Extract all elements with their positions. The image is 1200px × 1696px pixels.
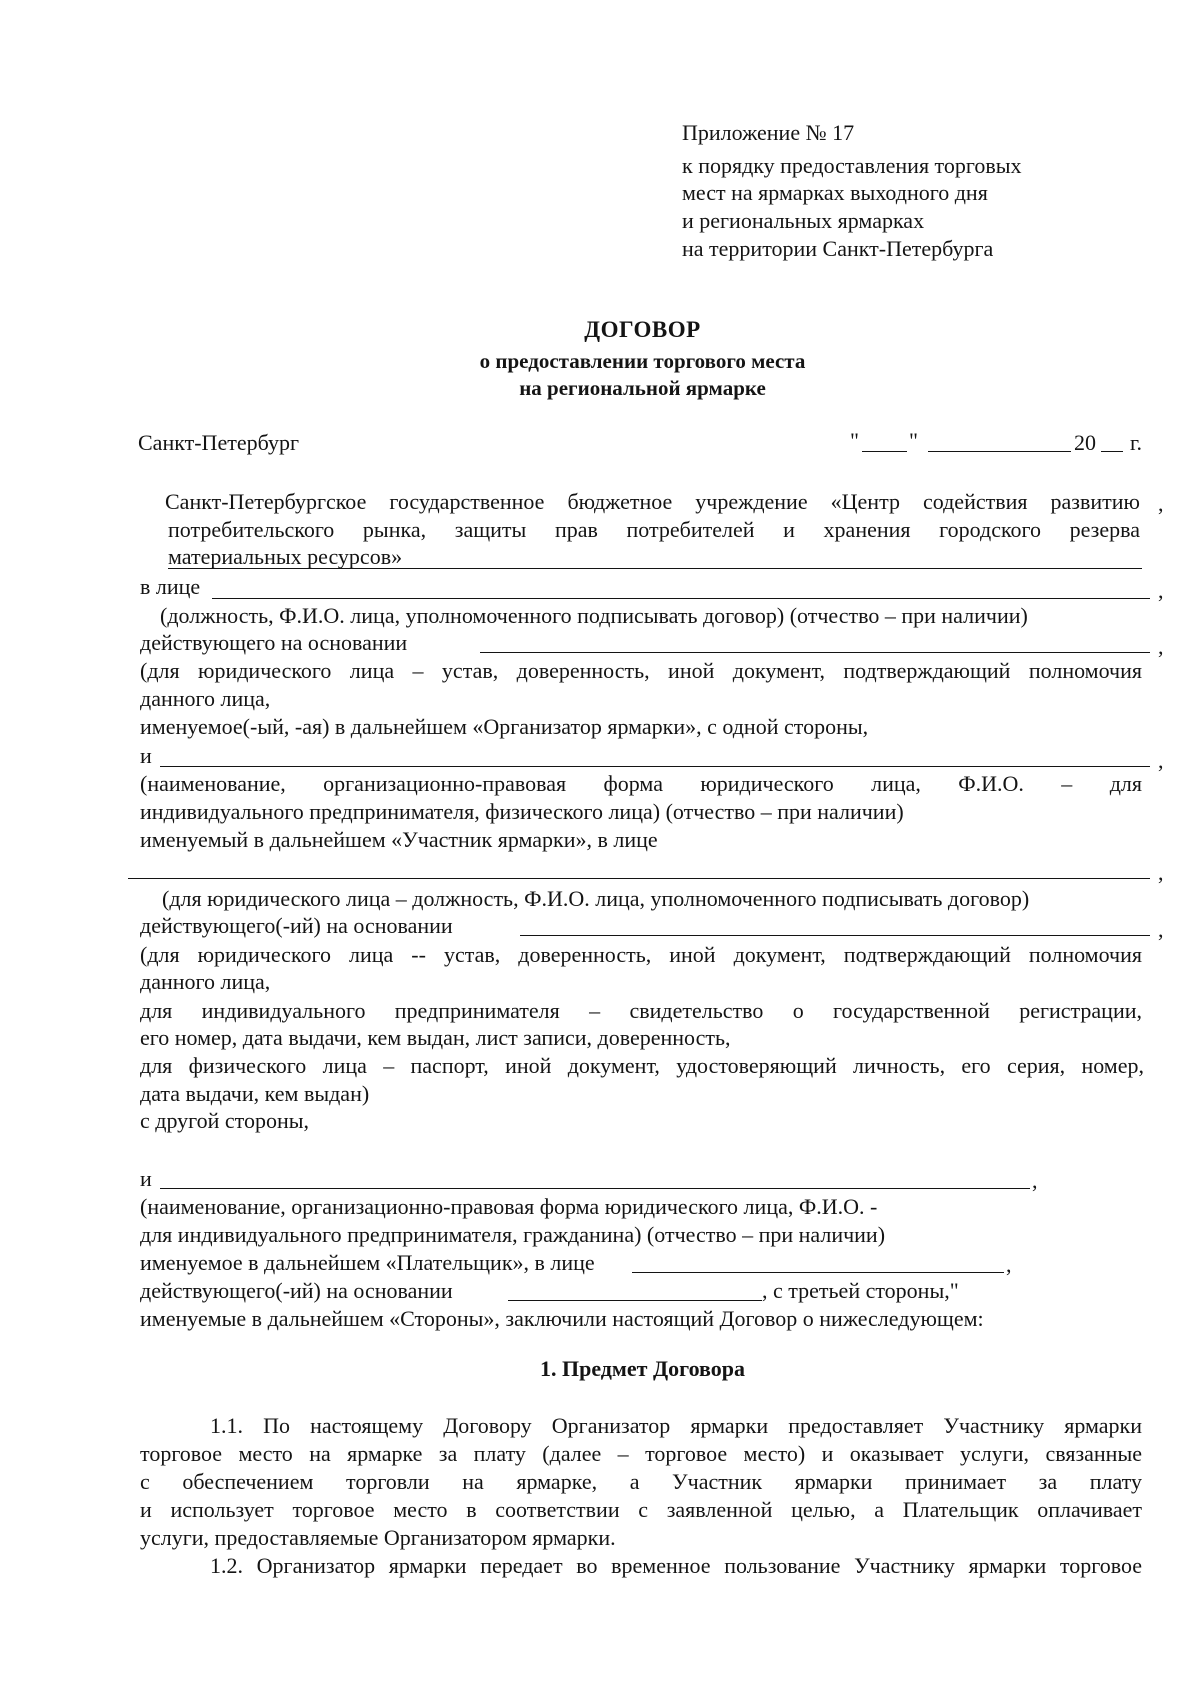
acting-basis-label: действующего(-ий) на основании bbox=[140, 1278, 453, 1303]
comma: , bbox=[1032, 1168, 1038, 1193]
date-year-blank bbox=[1101, 451, 1123, 452]
comma: , bbox=[1006, 1252, 1012, 1277]
hint-text: для индивидуального предпринимателя, гражданина) (отчество – при наличии) bbox=[140, 1222, 886, 1247]
participant-representative-blank bbox=[128, 878, 1150, 879]
hint-text: (для юридического лица – устав, доверенность, иной документ, подтверждающий полномочия bbox=[140, 658, 1142, 683]
paragraph-line: с обеспечением торговли на ярмарке, а Участник ярмарки принимает за плату bbox=[140, 1469, 1142, 1494]
appendix-line: на территории Санкт-Петербурга bbox=[682, 236, 994, 261]
hint-text: для физического лица – паспорт, иной документ, удостоверяющий личность, его серия, номер, bbox=[140, 1053, 1144, 1078]
in-person-label: в лице bbox=[140, 574, 201, 599]
paragraph-line: торговое место на ярмарке за плату (далее – торговое место) и оказывает услуги, связанные bbox=[140, 1441, 1142, 1466]
basis-blank bbox=[480, 652, 1150, 653]
other-side-label: с другой стороны, bbox=[140, 1108, 310, 1133]
payer-name-blank bbox=[160, 1188, 1030, 1189]
appendix-line: к порядку предоставления торговых bbox=[682, 153, 1022, 178]
appendix-line: мест на ярмарках выходного дня bbox=[682, 180, 988, 205]
paragraph-line: услуги, предоставляемые Организатором ярмарки. bbox=[140, 1525, 616, 1550]
hint-text: для индивидуального предпринимателя – свидетельство о государственной регистрации, bbox=[140, 998, 1142, 1023]
date-year-suffix: г. bbox=[1130, 430, 1143, 455]
comma: , bbox=[1158, 748, 1164, 773]
organizer-name-line: Санкт-Петербургское государственное бюджетное учреждение «Центр содействия развитию bbox=[165, 489, 1140, 514]
hint-text: дата выдачи, кем выдан) bbox=[140, 1081, 370, 1106]
date-month-blank bbox=[928, 451, 1071, 452]
organizer-role: именуемое(-ый, -ая) в дальнейшем «Организатор ярмарки», с одной стороны, bbox=[140, 714, 869, 739]
organizer-name-line: потребительского рынка, защиты прав потребителей и хранения городского резерва bbox=[168, 517, 1140, 542]
hint-text: (наименование, организационно-правовая форма юридического лица, Ф.И.О. – для bbox=[140, 771, 1142, 796]
acting-basis-label: действующего на основании bbox=[140, 630, 408, 655]
city: Санкт-Петербург bbox=[138, 430, 299, 455]
payer-basis-blank bbox=[508, 1300, 762, 1301]
representative-blank bbox=[212, 598, 1150, 599]
hint-text: (наименование, организационно-правовая форма юридического лица, Ф.И.О. - bbox=[140, 1194, 878, 1219]
comma: , bbox=[1158, 578, 1164, 603]
date-quote-close: " bbox=[909, 428, 918, 453]
document-subtitle: о предоставлении торгового места bbox=[479, 349, 806, 373]
appendix-line: Приложение № 17 bbox=[682, 120, 855, 145]
third-side-label: , с третьей стороны," bbox=[762, 1278, 959, 1303]
participant-basis-blank bbox=[520, 935, 1150, 936]
parties-clause: именуемые в дальнейшем «Стороны», заключили настоящий Договор о нижеследующем: bbox=[140, 1306, 984, 1331]
and-label: и bbox=[140, 1166, 152, 1191]
paragraph-line: 1.2. Организатор ярмарки передает во временное пользование Участнику ярмарки торговое bbox=[210, 1553, 1142, 1578]
comma: , bbox=[1158, 860, 1164, 885]
participant-name-blank bbox=[160, 766, 1150, 767]
document-subtitle: на региональной ярмарке bbox=[519, 376, 766, 400]
date-year-prefix: 20 bbox=[1074, 430, 1096, 455]
appendix-line: и региональных ярмарках bbox=[682, 208, 925, 233]
payer-representative-blank bbox=[632, 1272, 1004, 1273]
acting-basis-label: действующего(-ий) на основании bbox=[140, 913, 453, 938]
comma: , bbox=[1158, 491, 1164, 516]
date-day-blank bbox=[862, 451, 907, 452]
section-heading: 1. Предмет Договора bbox=[539, 1356, 745, 1381]
comma: , bbox=[1158, 917, 1164, 942]
paragraph-line: 1.1. По настоящему Договору Организатор ярмарки предоставляет Участнику ярмарки bbox=[210, 1413, 1142, 1438]
organizer-name-underline bbox=[168, 568, 1142, 569]
hint-text: (для юридического лица -- устав, доверенность, иной документ, подтверждающий полномочия bbox=[140, 942, 1142, 967]
hint-text: (для юридического лица – должность, Ф.И.О. лица, уполномоченного подписывать договор) bbox=[162, 886, 1030, 911]
hint-text: (должность, Ф.И.О. лица, уполномоченного подписывать договор) (отчество – при наличии) bbox=[160, 603, 1028, 628]
organizer-name-line: материальных ресурсов» bbox=[168, 544, 403, 569]
hint-text: его номер, дата выдачи, кем выдан, лист записи, доверенность, bbox=[140, 1025, 731, 1050]
date-quote-open: " bbox=[850, 428, 859, 453]
hint-text: индивидуального предпринимателя, физического лица) (отчество – при наличии) bbox=[140, 799, 904, 824]
hint-text: данного лица, bbox=[140, 686, 271, 711]
payer-role: именуемое в дальнейшем «Плательщик», в лице bbox=[140, 1250, 595, 1275]
paragraph-line: и использует торговое место в соответствии с заявленной целью, а Плательщик оплачивает bbox=[140, 1497, 1142, 1522]
comma: , bbox=[1158, 634, 1164, 659]
and-label: и bbox=[140, 743, 152, 768]
hint-text: данного лица, bbox=[140, 969, 271, 994]
document-title: ДОГОВОР bbox=[584, 317, 701, 342]
participant-role: именуемый в дальнейшем «Участник ярмарки», в лице bbox=[140, 827, 658, 852]
